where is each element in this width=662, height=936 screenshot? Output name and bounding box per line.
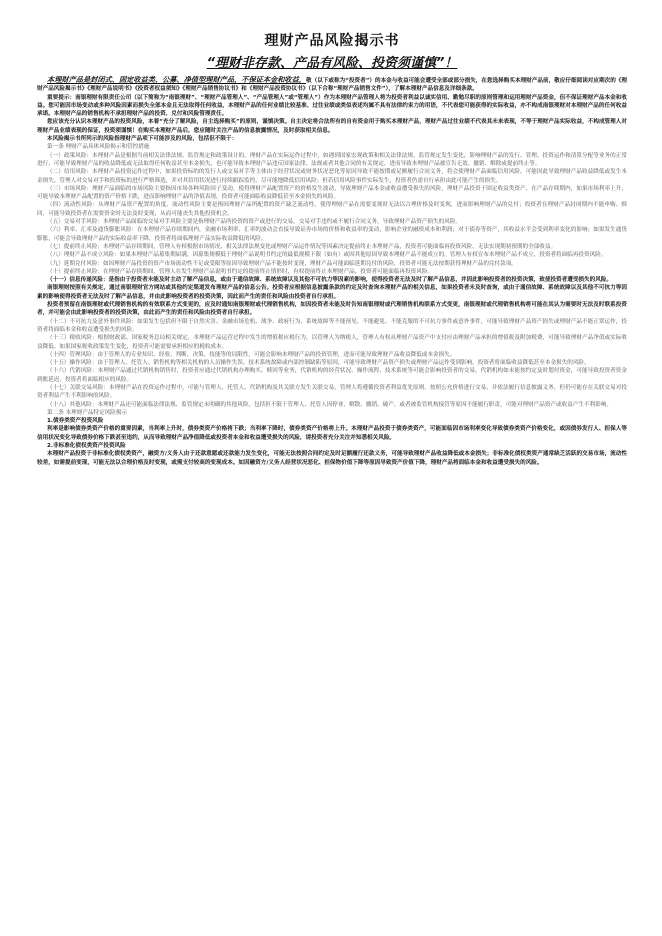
paragraph-text: （十三）税收风险：根据财政部、国家税务总局相关规定，本理财产品运营过程中发生的增值税应税行为，以管理人为纳税人，管理人有权从理财产品资产中支付应由理财产品承担的增值税及附加税费，可能导致理财产品净值或实际收益降低。如果国家税收政策发生变化，投资者可能需要承担相应的税收成本。 — [37, 335, 627, 350]
paragraph-text: 第一条 理财产品具体风险揭示和管控措施 — [47, 144, 150, 151]
paragraph-text: 敬（以下或称为“投资者”）的本金与收益可能会遭受全部或部分损失，在您选择购买本理财产品前，敬应仔细阅读对应期次的《理财产品风险揭示书》《理财产品说明书》《投资者权益须知》《理财产品销售协议书》和《理财产品投资协议书》（以下合称“理财产品销售文件”），了解本理财产品信息及详细条款。 — [37, 78, 627, 93]
paragraph-lead: 本理财产品是封闭式、固定收益类、公募、净值型理财产品，不保证本金和收益， — [47, 75, 306, 84]
paragraph — [37, 367, 627, 384]
paragraph — [37, 226, 627, 243]
paragraph-text: 利率是影响债券类资产价格的重要因素，当利率上升时，债券类资产价格将下跌；当利率下降时，债券类资产价格将上升。本理财产品投资于债券类资产，可能面临因市场利率变化导致债券类资产价格变化，或因债券发行人、担保人等信用状况变化导致债券价格下跌甚至违约，从而导致理财产品净值降低或投资者本金和收益遭受损失的风险，请投资者充分关注并知悉相关风险。 — [37, 426, 627, 441]
paragraph — [37, 425, 627, 442]
paragraph-text: （十）提前终止风险：在理财产品存续期间，管理人在发生理财产品说明书约定的提前终止情形时，有权提前终止本理财产品，投资者可能面临再投资风险。 — [47, 268, 433, 275]
paragraph — [37, 94, 627, 119]
paragraph — [37, 251, 627, 259]
paragraph — [37, 318, 627, 335]
paragraph-text: （十六）代销风险：本理财产品通过代销机构销售时，投资者应通过代销机构办理购买、赎回等业务，代销机构的经营状况、操作流程、技术系统等可能会影响投资者的交易，代销机构如未能按约定及时划付资金，可能导致投资者资金到账延迟，投资者将面临相应的风险。 — [37, 368, 627, 383]
document-body — [37, 76, 627, 467]
paragraph-text: 您应该充分认识本理财产品的投资风险，本着“充分了解风险，自主选择购买”的原则，谨慎决策。自主决定将合法所有的自有资金用于购买本理财产品，理财产品过往业绩不代表其未来表现，不等于理财产品实际收益，不构成管理人对理财产品业绩表现的保证，投资须谨慎！在购买本理财产品后，您应随时关注产品的信息披露情况，及时获取相关信息。 — [37, 119, 627, 134]
paragraph-text: 第二条 本理财产品特定风险揭示 — [47, 409, 128, 416]
paragraph — [37, 243, 627, 251]
paragraph-text: 重要提示：南银理财有限责任公司（以下简称为“南银理财”、“理财产品管理人”、“产品管理人”或“管理人”）作为本理财产品管理人将为投资者利益以诚实信用、勤勉尽职的原则管理和运用理财产品资金，但不保证理财产品本金和收益。您可能因市场变动或多种风险因素而损失全部本金且无法取得任何收益，本理财产品的任何业绩比较基准、过往业绩或类似表述均属不具有法律约束力的用语，不代表您可能获得的实际收益，亦不构成南银理财对本理财产品的任何收益承诺。本理财产品的销售机构不承担理财产品的投资、兑付和风险管理责任。 — [37, 94, 627, 118]
paragraph-text: 本理财产品投资于非标准化债权类资产，融资方/义务人由于还款意愿或还款能力发生变化，可能无法按照合同约定及时足额履行还款义务，可能导致理财产品收益降低或本金损失；非标准化债权类资产通常缺乏活跃的交易市场，流动性较差，如需提前变现，可能无法以合理价格及时变现，或需支付较高的变现成本。如因融资方/义务人经营状况恶化、担保物价值下降等原因导致资产价值下降，理财产品将面临本金和收益遭受损失的风险。 — [37, 451, 627, 466]
paragraph-text: 2.非标准化债权类资产投资风险 — [47, 443, 126, 450]
paragraph — [37, 417, 627, 425]
paragraph-text: （四）流动性风险：从理财产品资产配置的角度，流动性风险主要是指因理财产品所配置的资产缺乏流动性，使得理财产品在需要变现时无法以合理价格及时变现，进而影响理财产品的兑付；投资者在理财产品封闭期内不能申购、赎回，可能导致投资者在需要资金时无法及时变现，从而可能丧失其他投资机会。 — [37, 202, 627, 217]
paragraph — [37, 135, 627, 143]
paragraph-text: 南银理财按照有关规定，通过南银理财官方网站或其他约定渠道发布理财产品的信息公告。投资者应根据信息披露条款的约定及时查询本理财产品的相关信息，如果投资者未及时查询，或由于通信故障、系统故障以及其他不可抗力等因素的影响使得投资者无法及时了解产品信息，并由此影响投资者的投资决策，因此而产生的责任和风险由投资者自行承担。 — [37, 285, 627, 300]
paragraph — [37, 301, 627, 318]
paragraph-text: 1.债券类资产投资风险 — [47, 418, 104, 425]
paragraph-text: （九）延期兑付风险：如因理财产品投资的资产市场流动性不足或受限等原因导致理财产品不能按时变现，理财产品可能面临延期兑付的风险，投资者可能无法按期获得理财产品的兑付款项。 — [47, 260, 517, 267]
paragraph — [37, 442, 627, 450]
paragraph-text: 投资者预留在南银理财或代理销售机构的有效联系方式变更的，应及时通知南银理财或代理销售机构，如因投资者未能及时告知南银理财或代理销售机构联系方式变更，南银理财或代理销售机构将可能在其认为需要时无法及时联系投资者，并可能会由此影响投资者的投资决策，由此而产生的责任和风险由投资者自行承担。 — [37, 302, 627, 317]
paragraph — [37, 409, 627, 417]
paragraph-text: （一）政策风险：本理财产品是根据当前相关法律法规、监管规定和政策设计的，理财产品在实际运作过程中，如遇到国家宏观政策和相关法律法规、监管规定发生变化，影响理财产品的发行、管理、投资运作和清算分配等业务的正常进行，可能导致理财产品的收益降低或无法取得任何收益甚至本金损失，也可能导致本理财产品违反国家法律、法规或者其他合同的有关规定，进而导致本理财产品被宣告无效、撤销、解除或提前终止等。 — [37, 152, 627, 167]
paragraph-text: 本风险揭示书所列示的风险指理财产品项下可能涉及的风险，包括但不限于： — [47, 136, 238, 143]
paragraph — [37, 185, 627, 202]
paragraph-text: （六）利率、汇率及通货膨胀风险：在本理财产品存续期间内，金融市场利率、汇率的波动会直接导致证券市场的价格和收益率的变动，影响企业的融资成本和利润；对于债券等资产，其收益水平会受到利率变化的影响；如果发生通货膨胀，可能会导致理财产品的实际收益率下降，投资者将面临理财产品实际收益降低的风险。 — [37, 227, 627, 242]
paragraph-text: （二）信用风险：本理财产品投资运作过程中，如果投资标的的发行人或交易对手等主体由于经营状况或财务状况恶化等原因导致不能按期或足额履行合同义务，将会使理财产品面临信用风险，可能因此导致理财产品收益降低或发生本金损失。管理人对交易对手和投资标的进行严格筛选，并对其信用状况进行持续跟踪监控，尽可能地降低信用风险；但若信用风险事件实际发生，投资者仍需自行承担由此可能产生的损失。 — [37, 169, 627, 184]
paragraph-text: （十一）信息传递风险：是指由于投资者未能及时主动了解产品信息，或由于通信故障、系统故障以及其他不可抗力等因素的影响，使得投资者无法及时了解产品信息，并因此影响投资者的投资决策，致使投资者遭受损失的风险。 — [47, 277, 612, 284]
paragraph — [37, 351, 627, 359]
paragraph — [37, 276, 627, 284]
paragraph-text: （十八）其他风险：本理财产品还可能面临法律法规、监管规定未明确的其他风险，包括但不限于管理人、托管人因停业、解散、撤销、破产，或者被监管机构接管等原因不能履行职责，可能对理财产品资产或收益产生不利影响。 — [47, 401, 612, 408]
paragraph — [37, 118, 627, 135]
paragraph — [37, 218, 627, 226]
paragraph — [37, 268, 627, 276]
paragraph-text: （十五）操作风险：由于管理人、托管人、销售机构等相关机构的人员操作失误、技术系统故障或内部控制缺陷等原因，可能导致理财产品资产损失或理财产品运作受到影响，投资者将面临收益降低甚至本金损失的风险。 — [47, 360, 590, 367]
document-subtitle: “理财非存款、产品有风险、投资须谨慎”！ — [206, 56, 458, 71]
paragraph — [37, 450, 627, 467]
paragraph — [37, 168, 627, 185]
paragraph-text: （七）提前终止风险：本理财产品存续期间，管理人有权根据市场情况、相关法律法规变化或理财产品运作情况等因素决定提前终止本理财产品，投资者可能面临再投资风险，无法实现期初预期的全部收益。 — [47, 243, 557, 250]
paragraph — [37, 334, 627, 351]
paragraph-text: （五）交易对手风险：本理财产品面临的交易对手风险主要是指理财产品所投资的资产或进行的交易，交易对手违约或不履行合同义务，导致理财产品资产损失的风险。 — [47, 219, 461, 226]
paragraph — [37, 76, 627, 94]
paragraph — [37, 401, 627, 409]
paragraph — [37, 201, 627, 218]
paragraph — [37, 359, 627, 367]
paragraph — [37, 284, 627, 301]
paragraph-text: （十四）管理风险：由于管理人的专业知识、经验、判断、决策、技能等的局限性，可能会影响本理财产品的投资管理，进而可能导致理财产品收益降低或本金损失。 — [47, 351, 456, 358]
paragraph — [37, 260, 627, 268]
paragraph — [37, 152, 627, 169]
paragraph-text: （十七）关联交易风险：本理财产品在投资运作过程中，可能与管理人、托管人、代销机构及其关联方发生关联交易，管理人将遵循投资者利益优先原则，按照公允价格进行交易，并依法履行信息披露义务，但仍可能存在关联交易对投资者利益产生不利影响的风险。 — [37, 384, 627, 400]
document-title: 理财产品风险揭示书 — [264, 33, 400, 49]
paragraph — [37, 143, 627, 151]
paragraph-text: （三）市场风险：理财产品面临的市场风险主要指因市场各种风险因子变动，使得理财产品配置资产的价格发生波动，导致理财产品本金或收益遭受损失的风险。理财产品投资于固定收益类资产，在产品存续期内，如果市场利率上升，可能导致本理财产品配置的资产价格下跌，进而影响理财产品的净值表现，投资者可能面临收益降低甚至本金损失的风险。 — [37, 185, 627, 201]
document-page — [37, 30, 627, 467]
paragraph-text: （十二）不可抗力及意外事件风险：如果发生包括但不限于自然灾害、金融市场危机、战争、政府行为、系统故障等不能预见、不能避免、不能克服的不可抗力事件或意外事件，可能导致理财产品资产损失或理财产品不能正常运作，投资者将面临本金和收益遭受损失的风险。 — [37, 318, 627, 333]
paragraph-text: （八）理财产品不成立风险：如果本理财产品募集期届满，因募集规模低于理财产品说明书约定的最低规模下限（如有）或因其他原因导致本理财产品不能成立的，管理人有权宣布本理财产品不成立，投资者将面临再投资风险。 — [47, 252, 607, 259]
paragraph — [37, 384, 627, 401]
